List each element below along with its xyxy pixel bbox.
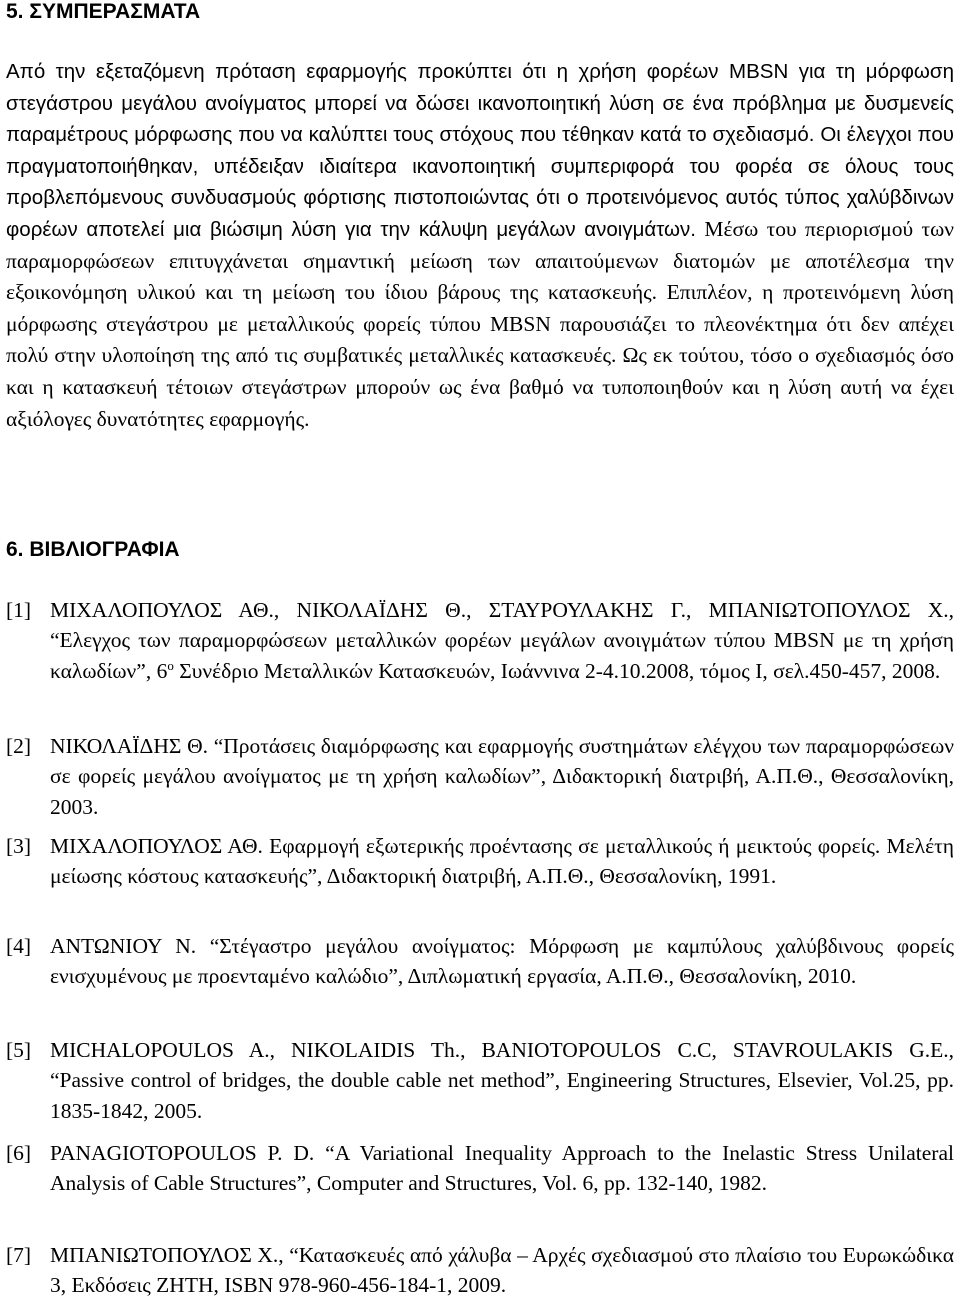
reference-number: [6] — [6, 1141, 32, 1165]
reference-text: ΜΙΧΑΛΟΠΟΥΛΟΣ ΑΘ. Εφαρμογή εξωτερικής προέντασης σε μεταλλικούς ή μεικτούς φορείς. Μελέτη μείωσης κόστους κατασκευής”, Διδακτορική διατριβή, Α.Π.Θ., Θεσσαλονίκη, 1991. — [50, 834, 954, 889]
reference-number: [7] — [6, 1243, 32, 1267]
conclusions-heading: 5. ΣΥΜΠΕΡΑΣΜΑΤΑ — [6, 0, 201, 23]
conclusions-text-serif: Μέσω του περιορισμού των παραμορφώσεων επιτυγχάνεται σημαντική μείωση των απαιτούμενων διατομών με αποτέλεσμα την εξοικονόμηση υλικού και τη μείωση του ίδιου βάρους της κατασκευής. Επιπλέον, η προτεινόμενη λύση μόρφωσης στεγάστρου με μεταλλικούς φορείς τύπου MBSN παρουσιάζει το πλεονέκτημα ότι δεν απέχει πολύ στην υλοποίηση της από τις συμβατικές μεταλλικές κατασκευές. Ως εκ τούτου, τόσο ο σχεδιασμός όσο και η κατασκευή τέτοιων στεγάστρων μπορούν ως ένα βαθμό να τυποποιηθούν και η λύση αυτή να έχει αξιόλογες δυνατότητες εφαρμογής. — [6, 216, 954, 431]
reference-text-continued: Συνέδριο Μεταλλικών Κατασκευών, Ιωάννινα 2-4.10.2008, τόμος Ι, σελ.450-457, 2008. — [173, 658, 941, 683]
reference-number: [2] — [6, 734, 32, 758]
reference-text: PANAGIOTOPOULOS P. D. “A Variational Inequality Approach to the Inelastic Stress Unilateral Analysis of Cable Structures”, Computer and Structures, Vol. 6, pp. 132-140, 1982. — [50, 1141, 954, 1196]
reference-text: ΝΙΚΟΛΑΪΔΗΣ Θ. “Προτάσεις διαμόρφωσης και εφαρμογής συστημάτων ελέγχου των παραμορφώσεων σε φορείς μεγάλου ανοίγματος με τη χρήση καλωδίων”, Διδακτορική διατριβή, Α.Π.Θ., Θεσσαλονίκη, 2003. — [50, 734, 954, 819]
reference-item — [6, 1240, 954, 1301]
reference-item — [6, 931, 954, 992]
reference-superscript: ο — [167, 657, 174, 673]
bibliography-heading: 6. ΒΙΒΛΙΟΓΡΑΦΙΑ — [6, 538, 180, 561]
reference-number: [1] — [6, 598, 32, 622]
reference-text: MICHALOPOULOS A., NIKOLAIDIS Th., BANIOTOPOULOS C.C, STAVROULAKIS G.E., “Passive control of bridges, the double cable net method”, Engineering Structures, Elsevier, Vol.25, pp. 1835-1842, 2005. — [50, 1038, 954, 1123]
reference-item — [6, 1138, 954, 1199]
reference-text: ΜΙΧΑΛΟΠΟΥΛΟΣ ΑΘ., ΝΙΚΟΛΑΪΔΗΣ Θ., ΣΤΑΥΡΟΥΛΑΚΗΣ Γ., ΜΠΑΝΙΩΤΟΠΟΥΛΟΣ Χ., “Ελεγχος των παραμορφώσεων μεταλλικών φορέων μεγάλων ανοιγμάτων τύπου MBSN με τη χρήση καλωδίων”, 6 — [50, 598, 954, 683]
reference-item — [6, 731, 954, 822]
reference-item — [6, 1035, 954, 1126]
conclusions-text-sans: Από την εξεταζόμενη πρόταση εφαρμογής προκύπτει ότι η χρήση φορέων MBSN για τη μόρφωση στεγάστρου μεγάλου ανοίγματος μπορεί να δώσει ικανοποιητική λύση σε ένα πρόβλημα με δυσμενείς παραμέτρους μόρφωσης που να καλύπτει τους στόχους που τέθηκαν κατά το σχεδιασμό. Οι έλεγχοι που πραγματοποιήθηκαν, υπέδειξαν ιδιαίτερα ικανοποιητική συμπεριφορά του φορέα σε όλους τους προβλεπόμενους συνδυασμούς φόρτισης πιστοποιώντας ότι ο προτεινόμενος αυτός τύπος χαλύβδινων φορέων αποτελεί μια βιώσιμη λύση για την κάλυψη μεγάλων ανοιγμάτων. — [6, 60, 954, 241]
reference-number: [3] — [6, 834, 32, 858]
reference-number: [4] — [6, 934, 32, 958]
reference-item — [6, 595, 954, 686]
reference-number: [5] — [6, 1038, 32, 1062]
reference-text: ΑΝΤΩΝΙΟΥ Ν. “Στέγαστρο μεγάλου ανοίγματος: Μόρφωση με καμπύλους χαλύβδινους φορείς ενισχυμένους με προενταμένο καλώδιο”, Διπλωματική εργασία, Α.Π.Θ., Θεσσαλονίκη, 2010. — [50, 934, 954, 989]
reference-item — [6, 831, 954, 892]
conclusions-paragraph — [6, 56, 954, 435]
reference-text: ΜΠΑΝΙΩΤΟΠΟΥΛΟΣ Χ., “Κατασκευές από χάλυβα – Αρχές σχεδιασμού στο πλαίσιο του Ευρωκώδικα 3, Εκδόσεις ΖΗΤΗ, ISBN 978-960-456-184-1, 2009. — [50, 1243, 954, 1298]
